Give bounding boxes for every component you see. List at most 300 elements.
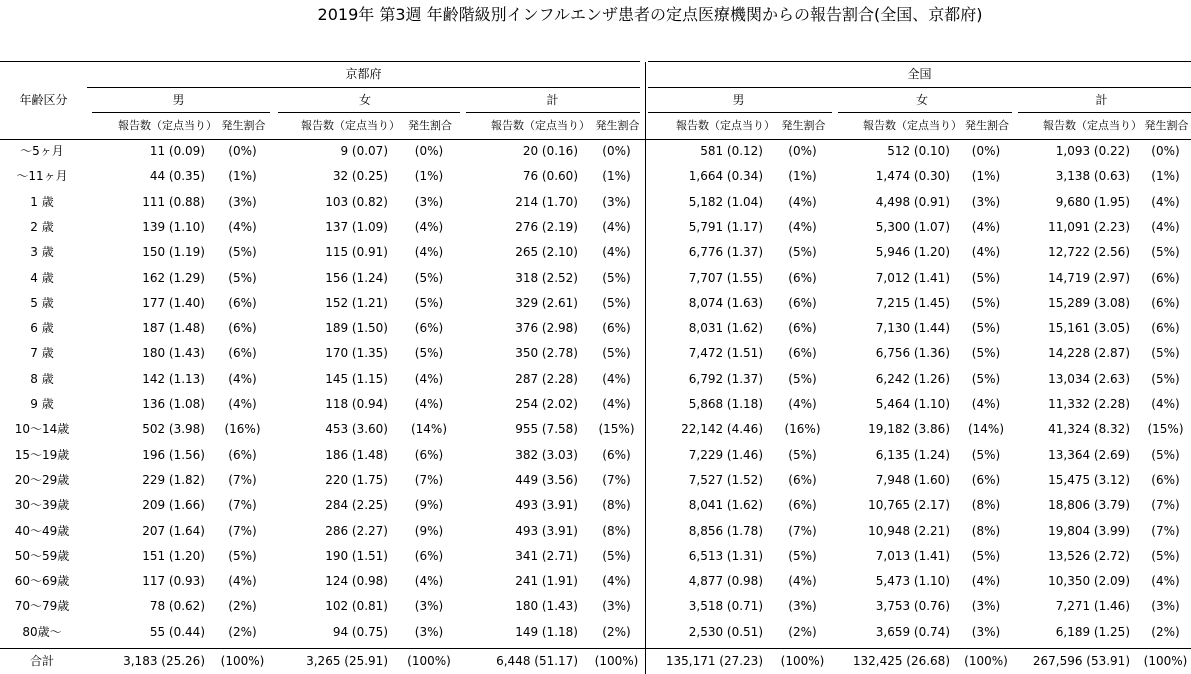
rate-cell: (6%): [788, 498, 817, 513]
age-cell: 80歳〜: [22, 624, 62, 639]
rate-cell: (9%): [414, 498, 444, 513]
count-cell: 7,013 (1.41): [875, 548, 950, 563]
count-cell: 8,041 (1.62): [688, 498, 763, 513]
count-cell: 3,659 (0.74): [875, 624, 950, 639]
count-cell: 382 (3.03): [515, 447, 578, 462]
count-cell: 7,130 (1.44): [875, 321, 950, 336]
rate-cell: (4%): [228, 371, 257, 386]
count-cell: 10,350 (2.09): [1048, 574, 1130, 589]
count-cell: 284 (2.25): [325, 498, 388, 513]
count-cell: 3,138 (0.63): [1055, 169, 1130, 184]
count-cell: 111 (0.88): [142, 194, 205, 209]
total-rate-cell: (100%): [1143, 654, 1188, 668]
rate-cell: (7%): [228, 523, 257, 538]
rate-cell: (5%): [602, 548, 631, 563]
rate-cell: (7%): [1151, 498, 1180, 513]
count-cell: 102 (0.81): [325, 599, 388, 614]
rate-cell: (5%): [788, 245, 817, 260]
count-cell: 341 (2.71): [515, 548, 578, 563]
rate-cell: (7%): [1151, 523, 1180, 538]
total-count-cell: 3,265 (25.91): [306, 654, 388, 668]
rate-cell: (6%): [228, 447, 257, 462]
rate-cell: (5%): [1151, 346, 1180, 361]
count-cell: 13,034 (2.63): [1048, 371, 1130, 386]
rate-cell: (5%): [414, 295, 444, 310]
count-cell: 115 (0.91): [325, 245, 388, 260]
total-count-cell: 132,425 (26.68): [852, 654, 950, 668]
rate-cell: (6%): [788, 472, 817, 487]
rate-cell: (4%): [1151, 397, 1180, 411]
rate-header-n_m: 発生割合: [781, 119, 826, 132]
count-cell: 10,765 (2.17): [868, 498, 950, 513]
count-cell: 3,518 (0.71): [688, 599, 763, 614]
total-label: 合計: [29, 654, 54, 668]
count-cell: 8,856 (1.78): [688, 523, 763, 538]
rate-cell: (3%): [602, 194, 631, 209]
count-cell: 493 (3.91): [515, 498, 578, 513]
rate-cell: (4%): [602, 245, 631, 260]
sex-header-k_m: 男: [172, 93, 185, 107]
rate-cell: (3%): [788, 599, 817, 614]
age-cell: 10〜14歳: [14, 422, 70, 437]
count-cell: 15,289 (3.08): [1048, 295, 1130, 310]
total-rate-cell: (100%): [594, 654, 639, 668]
rate-cell: (6%): [788, 321, 817, 336]
rate-cell: (5%): [788, 371, 817, 386]
count-cell: 502 (3.98): [142, 422, 205, 437]
count-cell: 150 (1.19): [142, 245, 205, 260]
rate-header-n_f: 発生割合: [965, 119, 1009, 132]
rate-cell: (5%): [971, 346, 1001, 361]
count-cell: 7,707 (1.55): [688, 270, 763, 285]
rate-cell: (2%): [788, 624, 817, 639]
rate-cell: (4%): [971, 574, 1001, 589]
rate-cell: (1%): [414, 169, 444, 184]
rate-cell: (4%): [602, 219, 631, 234]
sex-rule-5: [1018, 112, 1191, 113]
count-cell: 189 (1.50): [325, 321, 388, 336]
count-cell: 955 (7.58): [515, 422, 578, 437]
count-cell: 4,877 (0.98): [688, 574, 763, 589]
count-cell: 6,513 (1.31): [688, 548, 763, 563]
count-cell: 152 (1.21): [325, 295, 388, 310]
rate-cell: (15%): [598, 422, 635, 437]
rate-cell: (3%): [414, 624, 444, 639]
rate-cell: (0%): [788, 144, 817, 158]
rate-header-k_m: 発生割合: [221, 119, 266, 132]
rate-cell: (1%): [971, 169, 1001, 184]
rate-cell: (4%): [414, 371, 444, 386]
count-cell: 7,215 (1.45): [875, 295, 950, 310]
count-cell: 11,091 (2.23): [1048, 219, 1130, 234]
count-cell: 190 (1.51): [325, 548, 388, 563]
count-cell: 214 (1.70): [515, 194, 578, 209]
count-cell: 76 (0.60): [522, 169, 578, 184]
age-cell: 8 歳: [30, 371, 54, 386]
count-cell: 1,093 (0.22): [1055, 144, 1130, 158]
rate-cell: (7%): [602, 472, 631, 487]
count-cell: 44 (0.35): [149, 169, 205, 184]
rate-cell: (3%): [971, 194, 1001, 209]
rate-cell: (3%): [602, 599, 631, 614]
sex-header-n_m: 男: [732, 93, 745, 107]
count-cell: 187 (1.48): [142, 321, 205, 336]
rate-cell: (3%): [971, 624, 1001, 639]
rate-cell: (3%): [971, 599, 1001, 614]
rate-cell: (4%): [414, 397, 444, 411]
count-cell: 156 (1.24): [325, 270, 388, 285]
rate-cell: (6%): [971, 472, 1001, 487]
rate-cell: (5%): [971, 270, 1001, 285]
rate-cell: (6%): [788, 295, 817, 310]
rate-cell: (9%): [414, 523, 444, 538]
rate-cell: (6%): [1151, 270, 1180, 285]
rate-cell: (5%): [602, 295, 631, 310]
count-cell: 3,753 (0.76): [875, 599, 950, 614]
total-count-cell: 3,183 (25.26): [123, 654, 205, 668]
count-cell: 11,332 (2.28): [1048, 397, 1130, 411]
rate-cell: (4%): [788, 194, 817, 209]
rate-cell: (7%): [414, 472, 444, 487]
count-cell: 5,791 (1.17): [688, 219, 763, 234]
rate-cell: (4%): [1151, 194, 1180, 209]
rate-cell: (5%): [602, 270, 631, 285]
total-rate-cell: (100%): [964, 654, 1008, 668]
age-cell: 20〜29歳: [14, 472, 70, 487]
sex-rule-1: [278, 112, 460, 113]
count-cell: 5,946 (1.20): [875, 245, 950, 260]
count-cell: 162 (1.29): [142, 270, 205, 285]
rate-cell: (2%): [228, 599, 257, 614]
rate-cell: (5%): [971, 321, 1001, 336]
age-cell: 40〜49歳: [14, 523, 70, 538]
rate-cell: (6%): [1151, 321, 1180, 336]
count-cell: 186 (1.48): [325, 447, 388, 462]
count-cell: 22,142 (4.46): [681, 422, 763, 437]
rate-cell: (6%): [414, 447, 444, 462]
sex-header-k_f: 女: [358, 93, 371, 107]
count-cell: 318 (2.52): [515, 270, 578, 285]
rate-cell: (16%): [784, 422, 821, 437]
rate-cell: (7%): [228, 498, 257, 513]
count-cell: 124 (0.98): [325, 574, 388, 589]
count-header-k_t: 報告数（定点当り）: [491, 119, 590, 132]
rate-cell: (0%): [1151, 144, 1180, 158]
region-header-national: 全国: [907, 67, 932, 81]
count-cell: 139 (1.10): [142, 219, 205, 234]
rate-cell: (1%): [788, 169, 817, 184]
count-cell: 7,527 (1.52): [688, 472, 763, 487]
count-cell: 7,229 (1.46): [688, 447, 763, 462]
rate-cell: (5%): [971, 295, 1001, 310]
count-cell: 32 (0.25): [332, 169, 388, 184]
rate-cell: (6%): [602, 321, 631, 336]
age-cell: 1 歳: [30, 194, 54, 209]
count-cell: 5,464 (1.10): [875, 397, 950, 411]
age-cell: 〜5ヶ月: [20, 144, 64, 158]
count-cell: 207 (1.64): [142, 523, 205, 538]
count-cell: 78 (0.62): [149, 599, 205, 614]
count-cell: 6,776 (1.37): [688, 245, 763, 260]
rate-cell: (4%): [228, 219, 257, 234]
count-cell: 8,031 (1.62): [688, 321, 763, 336]
rate-cell: (4%): [414, 574, 444, 589]
rate-cell: (6%): [788, 270, 817, 285]
rate-cell: (6%): [1151, 472, 1180, 487]
count-cell: 13,526 (2.72): [1048, 548, 1130, 563]
rate-cell: (2%): [1151, 624, 1180, 639]
count-cell: 117 (0.93): [142, 574, 205, 589]
rate-cell: (3%): [228, 194, 257, 209]
rate-cell: (7%): [788, 523, 817, 538]
count-cell: 14,719 (2.97): [1048, 270, 1130, 285]
count-cell: 149 (1.18): [515, 624, 578, 639]
rate-cell: (3%): [414, 599, 444, 614]
age-cell: 30〜39歳: [14, 498, 70, 513]
rate-cell: (5%): [1151, 245, 1180, 260]
rate-header-k_f: 発生割合: [408, 119, 452, 132]
age-cell: 7 歳: [30, 346, 54, 361]
count-cell: 1,664 (0.34): [688, 169, 763, 184]
rate-cell: (4%): [1151, 574, 1180, 589]
rate-cell: (2%): [602, 624, 631, 639]
sex-rule-3: [648, 112, 832, 113]
total-row-rule: [0, 648, 1191, 649]
top-rule-national: [648, 61, 1191, 62]
rate-cell: (4%): [414, 219, 444, 234]
rate-cell: (0%): [971, 144, 1001, 158]
count-cell: 170 (1.35): [325, 346, 388, 361]
age-cell: 60〜69歳: [14, 574, 70, 589]
count-cell: 7,271 (1.46): [1055, 599, 1130, 614]
rate-cell: (8%): [971, 523, 1001, 538]
count-cell: 6,189 (1.25): [1055, 624, 1130, 639]
count-cell: 7,472 (1.51): [688, 346, 763, 361]
count-cell: 6,242 (1.26): [875, 371, 950, 386]
count-cell: 15,475 (3.12): [1048, 472, 1130, 487]
rate-cell: (7%): [228, 472, 257, 487]
age-cell: 50〜59歳: [14, 548, 70, 563]
count-cell: 136 (1.08): [142, 397, 205, 411]
rate-cell: (4%): [228, 397, 257, 411]
count-cell: 11 (0.09): [149, 144, 205, 158]
rate-cell: (4%): [788, 574, 817, 589]
rate-cell: (3%): [414, 194, 444, 209]
rate-cell: (4%): [602, 371, 631, 386]
count-cell: 376 (2.98): [515, 321, 578, 336]
rate-header-n_t: 発生割合: [1144, 119, 1189, 132]
rate-cell: (5%): [602, 346, 631, 361]
rate-cell: (4%): [602, 397, 631, 411]
count-cell: 241 (1.91): [515, 574, 578, 589]
total-rate-cell: (100%): [780, 654, 825, 668]
count-cell: 151 (1.20): [142, 548, 205, 563]
sex-rule-2: [466, 112, 640, 113]
rate-cell: (5%): [1151, 371, 1180, 386]
rate-cell: (5%): [228, 270, 257, 285]
count-cell: 1,474 (0.30): [875, 169, 950, 184]
count-cell: 4,498 (0.91): [875, 194, 950, 209]
rate-cell: (16%): [224, 422, 261, 437]
age-column-header: 年齢区分: [19, 93, 68, 107]
rate-cell: (5%): [414, 270, 444, 285]
count-cell: 177 (1.40): [142, 295, 205, 310]
rate-cell: (5%): [1151, 447, 1180, 462]
count-cell: 8,074 (1.63): [688, 295, 763, 310]
rate-cell: (8%): [971, 498, 1001, 513]
rate-cell: (5%): [228, 245, 257, 260]
count-cell: 20 (0.16): [522, 144, 578, 158]
rate-cell: (4%): [602, 574, 631, 589]
count-header-n_f: 報告数（定点当り）: [863, 119, 962, 132]
count-cell: 209 (1.66): [142, 498, 205, 513]
count-cell: 5,868 (1.18): [688, 397, 763, 411]
count-cell: 103 (0.82): [325, 194, 388, 209]
rate-cell: (3%): [1151, 599, 1180, 614]
age-cell: 5 歳: [30, 295, 54, 310]
count-header-k_f: 報告数（定点当り）: [301, 119, 400, 132]
rate-cell: (5%): [971, 447, 1001, 462]
rate-cell: (5%): [971, 548, 1001, 563]
count-cell: 453 (3.60): [325, 422, 388, 437]
count-cell: 18,806 (3.79): [1048, 498, 1130, 513]
count-cell: 180 (1.43): [515, 599, 578, 614]
count-cell: 449 (3.56): [515, 472, 578, 487]
count-header-k_m: 報告数（定点当り）: [118, 119, 217, 132]
count-cell: 9 (0.07): [340, 144, 388, 158]
count-cell: 7,012 (1.41): [875, 270, 950, 285]
age-cell: 6 歳: [30, 321, 54, 336]
count-cell: 286 (2.27): [325, 523, 388, 538]
count-cell: 145 (1.15): [325, 371, 388, 386]
count-cell: 137 (1.09): [325, 219, 388, 234]
count-cell: 6,792 (1.37): [688, 371, 763, 386]
region-header-kyoto: 京都府: [345, 67, 382, 81]
total-count-cell: 135,171 (27.23): [665, 654, 763, 668]
rate-cell: (4%): [971, 397, 1001, 411]
count-cell: 276 (2.19): [515, 219, 578, 234]
count-cell: 14,228 (2.87): [1048, 346, 1130, 361]
count-cell: 180 (1.43): [142, 346, 205, 361]
rate-cell: (4%): [971, 245, 1001, 260]
rate-cell: (5%): [788, 548, 817, 563]
rate-cell: (14%): [410, 422, 448, 437]
count-cell: 118 (0.94): [325, 397, 388, 411]
count-cell: 15,161 (3.05): [1048, 321, 1130, 336]
age-cell: 4 歳: [30, 270, 54, 285]
count-cell: 2,530 (0.51): [688, 624, 763, 639]
rate-cell: (0%): [228, 144, 257, 158]
rate-cell: (1%): [602, 169, 631, 184]
rate-cell: (6%): [228, 346, 257, 361]
sex-rule-4: [838, 112, 1012, 113]
region-rule-kyoto: [87, 87, 640, 88]
rate-cell: (6%): [414, 548, 444, 563]
count-cell: 5,473 (1.10): [875, 574, 950, 589]
rate-cell: (1%): [1151, 169, 1180, 184]
count-header-n_t: 報告数（定点当り）: [1043, 119, 1142, 132]
count-cell: 12,722 (2.56): [1048, 245, 1130, 260]
rate-cell: (0%): [414, 144, 444, 158]
rate-cell: (6%): [788, 346, 817, 361]
count-cell: 254 (2.02): [515, 397, 578, 411]
count-cell: 19,182 (3.86): [868, 422, 950, 437]
rate-header-k_t: 発生割合: [595, 119, 640, 132]
region-rule-national: [648, 87, 1191, 88]
count-cell: 41,324 (8.32): [1048, 422, 1130, 437]
sex-header-n_t: 計: [1095, 93, 1108, 107]
total-count-cell: 6,448 (51.17): [496, 654, 578, 668]
page-title: 2019年 第3週 年齢階級別インフルエンザ患者の定点医療機関からの報告割合(全国、京都府): [317, 5, 983, 24]
rate-cell: (6%): [1151, 295, 1180, 310]
rate-cell: (6%): [228, 295, 257, 310]
total-rate-cell: (100%): [220, 654, 265, 668]
rate-cell: (4%): [788, 397, 817, 411]
count-cell: 350 (2.78): [515, 346, 578, 361]
rate-cell: (15%): [1147, 422, 1184, 437]
rate-cell: (6%): [228, 321, 257, 336]
rate-cell: (5%): [788, 447, 817, 462]
count-cell: 6,135 (1.24): [875, 447, 950, 462]
age-cell: 2 歳: [30, 219, 54, 234]
header-bottom-rule: [0, 139, 1191, 140]
rate-cell: (6%): [414, 321, 444, 336]
sex-rule-0: [92, 112, 270, 113]
count-cell: 329 (2.61): [515, 295, 578, 310]
rate-cell: (4%): [971, 219, 1001, 234]
rate-cell: (6%): [602, 447, 631, 462]
rate-cell: (2%): [228, 624, 257, 639]
rate-cell: (4%): [228, 574, 257, 589]
count-cell: 5,300 (1.07): [875, 219, 950, 234]
count-cell: 19,804 (3.99): [1048, 523, 1130, 538]
count-cell: 13,364 (2.69): [1048, 447, 1130, 462]
count-cell: 287 (2.28): [515, 371, 578, 386]
count-cell: 265 (2.10): [515, 245, 578, 260]
count-cell: 220 (1.75): [325, 472, 388, 487]
rate-cell: (1%): [228, 169, 257, 184]
total-rate-cell: (100%): [407, 654, 451, 668]
age-cell: 9 歳: [30, 397, 54, 411]
age-cell: 70〜79歳: [14, 599, 70, 614]
rate-cell: (0%): [602, 144, 631, 158]
sex-header-k_t: 計: [546, 93, 559, 107]
count-cell: 7,948 (1.60): [875, 472, 950, 487]
count-cell: 196 (1.56): [142, 447, 205, 462]
count-cell: 581 (0.12): [700, 144, 763, 158]
rate-cell: (4%): [788, 219, 817, 234]
count-cell: 9,680 (1.95): [1055, 194, 1130, 209]
count-cell: 5,182 (1.04): [688, 194, 763, 209]
rate-cell: (5%): [971, 371, 1001, 386]
count-cell: 512 (0.10): [887, 144, 950, 158]
age-cell: 〜11ヶ月: [16, 169, 68, 184]
rate-cell: (4%): [414, 245, 444, 260]
rate-cell: (4%): [1151, 219, 1180, 234]
rate-cell: (8%): [602, 498, 631, 513]
rate-cell: (5%): [1151, 548, 1180, 563]
rate-cell: (14%): [967, 422, 1005, 437]
count-cell: 142 (1.13): [142, 371, 205, 386]
sex-header-n_f: 女: [915, 93, 928, 107]
count-cell: 493 (3.91): [515, 523, 578, 538]
count-cell: 94 (0.75): [332, 624, 388, 639]
age-cell: 3 歳: [30, 245, 54, 260]
total-count-cell: 267,596 (53.91): [1032, 654, 1130, 668]
count-cell: 55 (0.44): [149, 624, 205, 639]
rate-cell: (8%): [602, 523, 631, 538]
rate-cell: (5%): [228, 548, 257, 563]
